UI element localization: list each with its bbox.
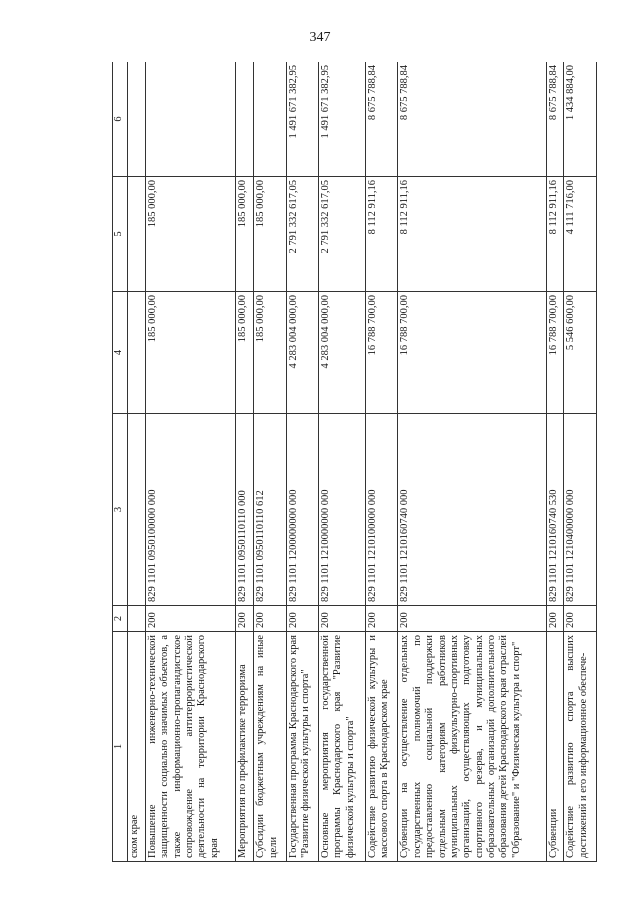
column-header: 5 — [113, 177, 128, 292]
row-amount-executed-cell — [128, 177, 146, 292]
row-column2-cell: 200 — [319, 606, 366, 632]
row-name-cell: Мероприятия по профилактике терроризма — [236, 632, 254, 862]
row-amount-remainder-cell — [128, 62, 146, 177]
row-amount-executed-cell: 185 000,00 — [145, 177, 235, 292]
table-row — [236, 62, 254, 862]
row-amount-plan-cell: 185 000,00 — [145, 292, 235, 414]
row-amount-remainder-cell: 1 491 671 382,95 — [286, 62, 318, 177]
table-row — [564, 62, 597, 862]
column-header: 4 — [113, 292, 128, 414]
row-column2-cell: 200 — [254, 606, 286, 632]
row-amount-remainder-cell — [145, 62, 235, 177]
row-amount-remainder-cell: 8 675 788,84 — [398, 62, 546, 177]
table-row — [398, 62, 546, 862]
row-column2-cell: 200 — [398, 606, 546, 632]
table-body — [128, 62, 597, 862]
row-amount-remainder-cell: 8 675 788,84 — [546, 62, 564, 177]
row-amount-remainder-cell — [236, 62, 254, 177]
row-code-cell: 829 1101 0950100000 000 — [145, 414, 235, 606]
row-column2-cell — [128, 606, 146, 632]
rotated-table-container — [112, 62, 597, 862]
row-name-cell: Субсидии бюджетным учреждениям на иные цели — [254, 632, 286, 862]
row-amount-remainder-cell: 8 675 788,84 — [365, 62, 397, 177]
column-header: 2 — [113, 606, 128, 632]
row-amount-remainder-cell: 1 434 884,00 — [564, 62, 597, 177]
row-code-cell: 829 1101 0950110110 000 — [236, 414, 254, 606]
row-name-cell: Субвенции — [546, 632, 564, 862]
row-amount-executed-cell: 8 112 911,16 — [546, 177, 564, 292]
row-amount-plan-cell: 5 546 600,00 — [564, 292, 597, 414]
row-column2-cell: 200 — [365, 606, 397, 632]
table-row — [546, 62, 564, 862]
row-name-cell: Повышение инженерно-технической защищенности социально значимых объектов, а также информационно-пропагандистское сопровождение антитеррористической деятельности на территории Краснодарского края — [145, 632, 235, 862]
table-row — [128, 62, 146, 862]
row-name-cell: Содействие развитию спорта высших достижений и его информационное обеспече- — [564, 632, 597, 862]
row-code-cell: 829 1101 1210100000 000 — [365, 414, 397, 606]
row-name-cell: ском крае — [128, 632, 146, 862]
row-amount-plan-cell: 185 000,00 — [254, 292, 286, 414]
table-row — [254, 62, 286, 862]
row-code-cell: 829 1101 1210160740 530 — [546, 414, 564, 606]
row-name-cell: Содействие развитию физической культуры и массового спорта в Краснодарском крае — [365, 632, 397, 862]
row-code-cell: 829 1101 1210000000 000 — [319, 414, 366, 606]
column-header: 6 — [113, 62, 128, 177]
row-amount-plan-cell: 4 283 004 000,00 — [286, 292, 318, 414]
row-code-cell: 829 1101 1210160740 000 — [398, 414, 546, 606]
row-code-cell — [128, 414, 146, 606]
row-amount-executed-cell: 8 112 911,16 — [398, 177, 546, 292]
row-amount-plan-cell: 185 000,00 — [236, 292, 254, 414]
row-amount-plan-cell: 4 283 004 000,00 — [319, 292, 366, 414]
row-amount-plan-cell: 16 788 700,00 — [398, 292, 546, 414]
row-amount-remainder-cell: 1 491 671 382,95 — [319, 62, 366, 177]
row-amount-executed-cell: 2 791 332 617,05 — [286, 177, 318, 292]
table-row — [286, 62, 318, 862]
row-amount-executed-cell: 8 112 911,16 — [365, 177, 397, 292]
row-amount-executed-cell: 185 000,00 — [254, 177, 286, 292]
rotated-table-area — [112, 62, 597, 862]
row-name-cell: Основные мероприятия государственной программы Краснодарского края "Развитие физической культуры и спорта" — [319, 632, 366, 862]
table-row — [319, 62, 366, 862]
row-amount-executed-cell: 185 000,00 — [236, 177, 254, 292]
row-amount-executed-cell: 4 111 716,00 — [564, 177, 597, 292]
row-amount-executed-cell: 2 791 332 617,05 — [319, 177, 366, 292]
column-header: 3 — [113, 414, 128, 606]
row-name-cell: Государственная программа Краснодарского края "Развитие физической культуры и спорта" — [286, 632, 318, 862]
row-column2-cell: 200 — [564, 606, 597, 632]
table-row — [145, 62, 235, 862]
column-header: 1 — [113, 632, 128, 862]
row-column2-cell: 200 — [236, 606, 254, 632]
row-code-cell: 829 1101 1210400000 000 — [564, 414, 597, 606]
row-amount-remainder-cell — [254, 62, 286, 177]
row-code-cell: 829 1101 0950110110 612 — [254, 414, 286, 606]
page-number: 347 — [309, 30, 331, 45]
row-amount-plan-cell — [128, 292, 146, 414]
row-amount-plan-cell: 16 788 700,00 — [546, 292, 564, 414]
row-code-cell: 829 1101 1200000000 000 — [286, 414, 318, 606]
row-column2-cell: 200 — [286, 606, 318, 632]
table-row — [365, 62, 397, 862]
row-column2-cell: 200 — [546, 606, 564, 632]
row-column2-cell: 200 — [145, 606, 235, 632]
budget-table — [112, 62, 597, 862]
header-row — [113, 62, 128, 862]
row-amount-plan-cell: 16 788 700,00 — [365, 292, 397, 414]
row-name-cell: Субвенции на осуществление отдельных государственных полномочий по предоставлению социальной поддержки отдельным категориям работников муниципальных физкультурно-спортивных организаций, осуществляющих подготовку спортивного резерва, и муниципальных образовательных организаций дополнительного образования детей Краснодарского края отраслей "Образование" и "Физическая культура и спорт" — [398, 632, 546, 862]
